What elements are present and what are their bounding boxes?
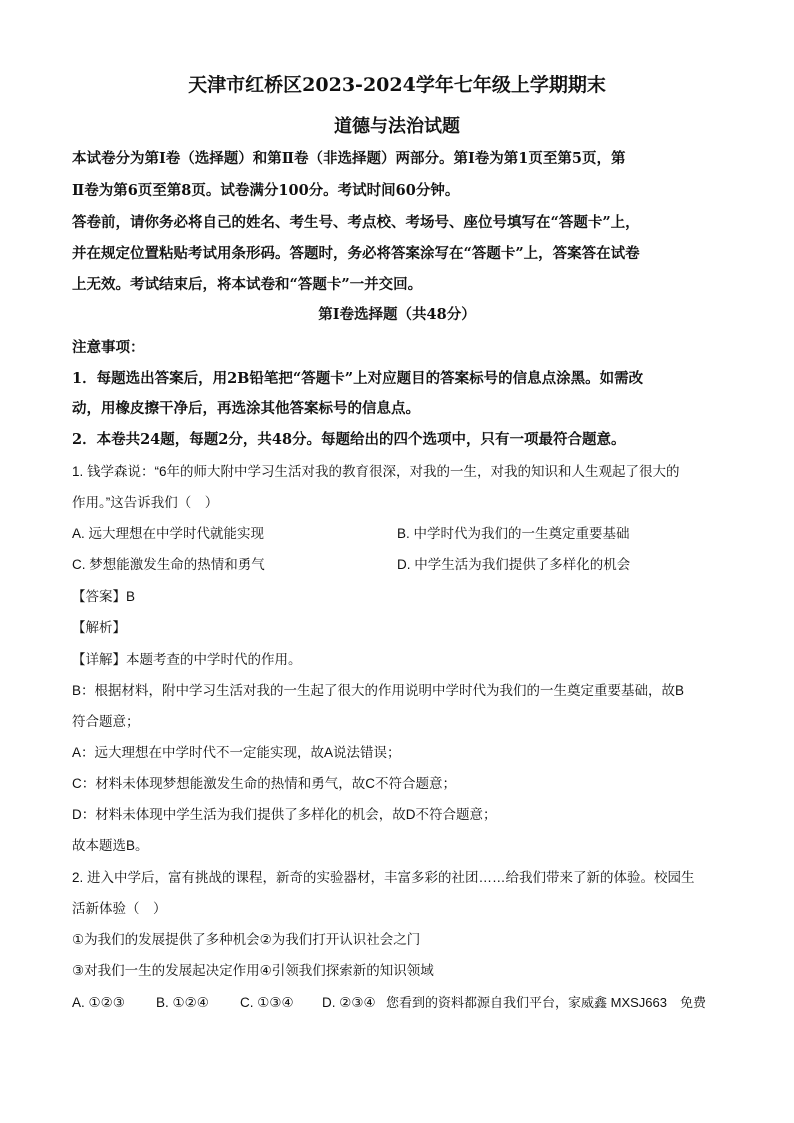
option-a: A. ①②③ (72, 995, 125, 1010)
explanation-line: D：材料未体现中学生活为我们提供了多样化的机会，故D不符合题意； (72, 807, 497, 822)
question-stem: 2. 进入中学后，富有挑战的课程，新奇的实验器材，丰富多彩的社团……给我们带来了新的体验。校园生 (72, 870, 695, 885)
notice-item: 2．本卷共24题，每题2分，共48分。每题给出的四个选项中，只有一项最符合题意。 (72, 431, 626, 448)
document-subtitle: 道德与法治试题 (334, 116, 460, 137)
explanation-line: B：根据材料，附中学习生活对我的一生起了很大的作用说明中学时代为我们的一生奠定重要基础，故B (72, 683, 685, 698)
option-a: A. 远大理想在中学时代就能实现 (72, 526, 265, 541)
question-stem: 1. 钱学森说：“6年的师大附中学习生活对我的教育很深，对我的一生，对我的知识和人生观起了很大的 (72, 464, 680, 479)
question-items: ①为我们的发展提供了多种机会②为我们打开认识社会之门 (72, 932, 421, 947)
question-stem: 活新体验（ ） (72, 901, 167, 916)
section-heading: 第Ⅰ卷选择题（共48分） (318, 306, 476, 323)
explanation-line: C：材料未体现梦想能激发生命的热情和勇气，故C不符合题意； (72, 776, 456, 791)
option-b: B. ①②④ (156, 995, 209, 1010)
explanation-line: 符合题意； (72, 714, 140, 729)
conclusion-line: 故本题选B。 (72, 838, 149, 853)
notice-label: 注意事项： (72, 339, 145, 356)
question-items: ③对我们一生的发展起决定作用④引领我们探索新的知识领域 (72, 963, 434, 978)
detail-text: 【详解】本题考查的中学时代的作用。 (72, 652, 302, 667)
intro-line: Ⅱ卷为第6页至第8页。试卷满分100分。考试时间60分钟。 (72, 182, 460, 199)
intro-line: 本试卷分为第Ⅰ卷（选择题）和第Ⅱ卷（非选择题）两部分。第Ⅰ卷为第1页至第5页，第 (72, 150, 626, 167)
explanation-line: A：远大理想在中学时代不一定能实现，故A说法错误； (72, 745, 401, 760)
document-title: 天津市红桥区2023-2024学年七年级上学期期末 (188, 74, 606, 96)
intro-line: 并在规定位置粘贴考试用条形码。答题时，务必将答案涂写在“答题卡”上，答案答在试卷 (72, 245, 640, 262)
question-stem: 作用。”这告诉我们（ ） (72, 495, 219, 510)
option-d: D. 中学生活为我们提供了多样化的机会 (397, 557, 631, 572)
option-b: B. 中学时代为我们的一生奠定重要基础 (397, 526, 630, 541)
option-c: C. 梦想能激发生命的热情和勇气 (72, 557, 265, 572)
option-d: D. ②③④ (322, 995, 376, 1010)
analysis-label: 【解析】 (72, 620, 126, 635)
intro-line: 答卷前，请你务必将自己的姓名、考生号、考点校、考场号、座位号填写在“答题卡”上， (72, 214, 640, 231)
notice-item: 动，用橡皮擦干净后，再选涂其他答案标号的信息点。 (72, 400, 420, 417)
answer: 【答案】B (72, 589, 136, 604)
option-c: C. ①③④ (240, 995, 294, 1010)
watermark-text: 您看到的资料都源自我们平台，家威鑫 MXSJ663 免费 (386, 995, 706, 1010)
notice-item: 1．每题选出答案后，用2B铅笔把“答题卡”上对应题目的答案标号的信息点涂黑。如需改 (72, 370, 644, 387)
intro-line: 上无效。考试结束后，将本试卷和“答题卡”一并交回。 (72, 276, 423, 293)
